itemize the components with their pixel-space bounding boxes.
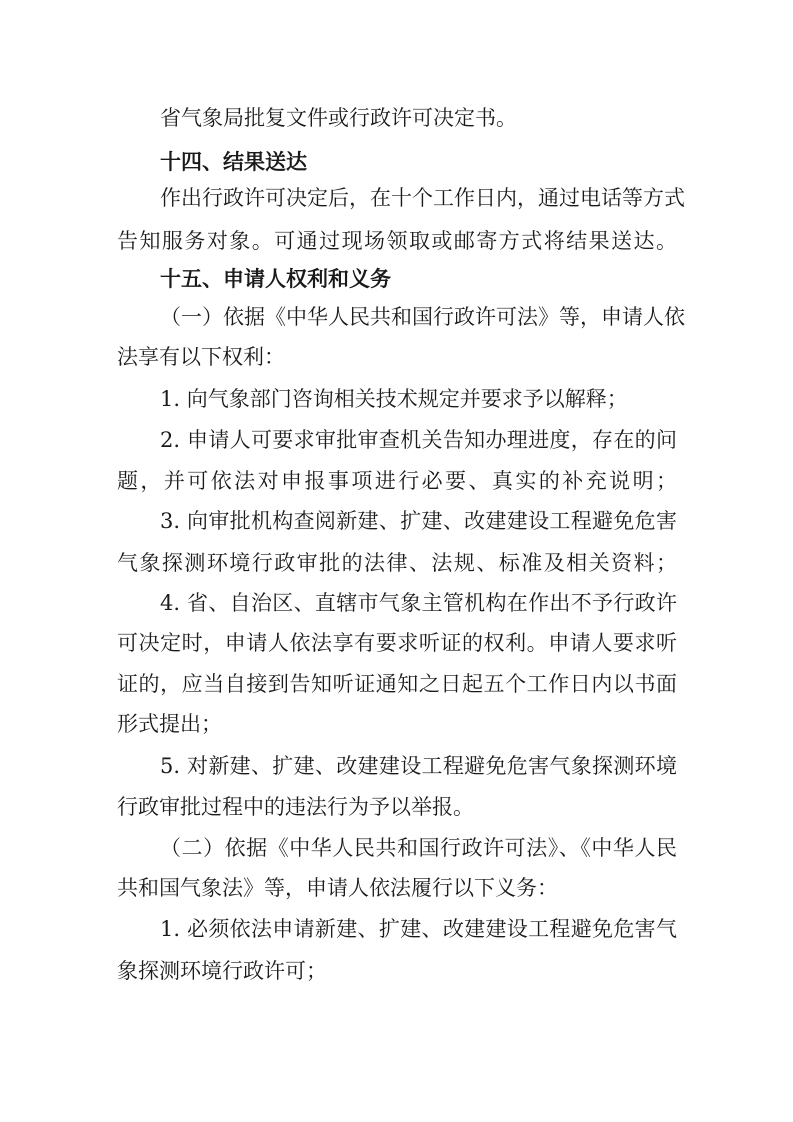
paragraph-line: 告知服务对象。可通过现场领取或邮寄方式将结果送达。: [117, 229, 677, 253]
list-item-rights-3: 3. 向审批机构查阅新建、扩建、改建建设工程避免危害: [160, 509, 677, 533]
list-item-duties-1: 1. 必须依法申请新建、扩建、改建建设工程避免危害气: [160, 917, 677, 941]
list-item-rights-1: 1. 向气象部门咨询相关技术规定并要求予以解释；: [160, 387, 628, 411]
list-item-rights-5: 5. 对新建、扩建、改建建设工程避免危害气象探测环境: [160, 754, 677, 778]
paragraph-line: 行政审批过程中的违法行为予以举报。: [117, 795, 474, 819]
section-heading-14: 十四、结果送达: [160, 150, 307, 174]
list-item-rights-2: 2. 申请人可要求审批审查机关告知办理进度，存在的问: [160, 428, 677, 452]
paragraph-line: 形式提出；: [117, 712, 222, 736]
section-heading-15: 十五、申请人权利和义务: [160, 267, 391, 291]
paragraph-line: 题，并可依法对申报事项进行必要、真实的补充说明；: [117, 469, 677, 493]
paragraph-line: 气象探测环境行政审批的法律、法规、标准及相关资料；: [117, 551, 677, 575]
paragraph-line: 证的，应当自接到告知听证通知之日起五个工作日内以书面: [117, 672, 677, 696]
paragraph-line: 省气象局批复文件或行政许可决定书。: [160, 106, 517, 130]
paragraph-line: 可决定时，申请人依法享有要求听证的权利。申请人要求听: [117, 631, 677, 655]
paragraph-line: （二）依据《中华人民共和国行政许可法》、《中华人民: [160, 836, 677, 860]
paragraph-line: 作出行政许可决定后，在十个工作日内，通过电话等方式: [160, 186, 685, 210]
paragraph-line: （一）依据《中华人民共和国行政许可法》等，申请人依: [160, 305, 685, 329]
list-item-rights-4: 4. 省、自治区、直辖市气象主管机构在作出不予行政许: [160, 591, 677, 615]
paragraph-line: 共和国气象法》等，申请人依法履行以下义务：: [117, 876, 558, 900]
paragraph-line: 法享有以下权利：: [117, 345, 285, 369]
paragraph-line: 象探测环境行政许可；: [117, 959, 327, 983]
